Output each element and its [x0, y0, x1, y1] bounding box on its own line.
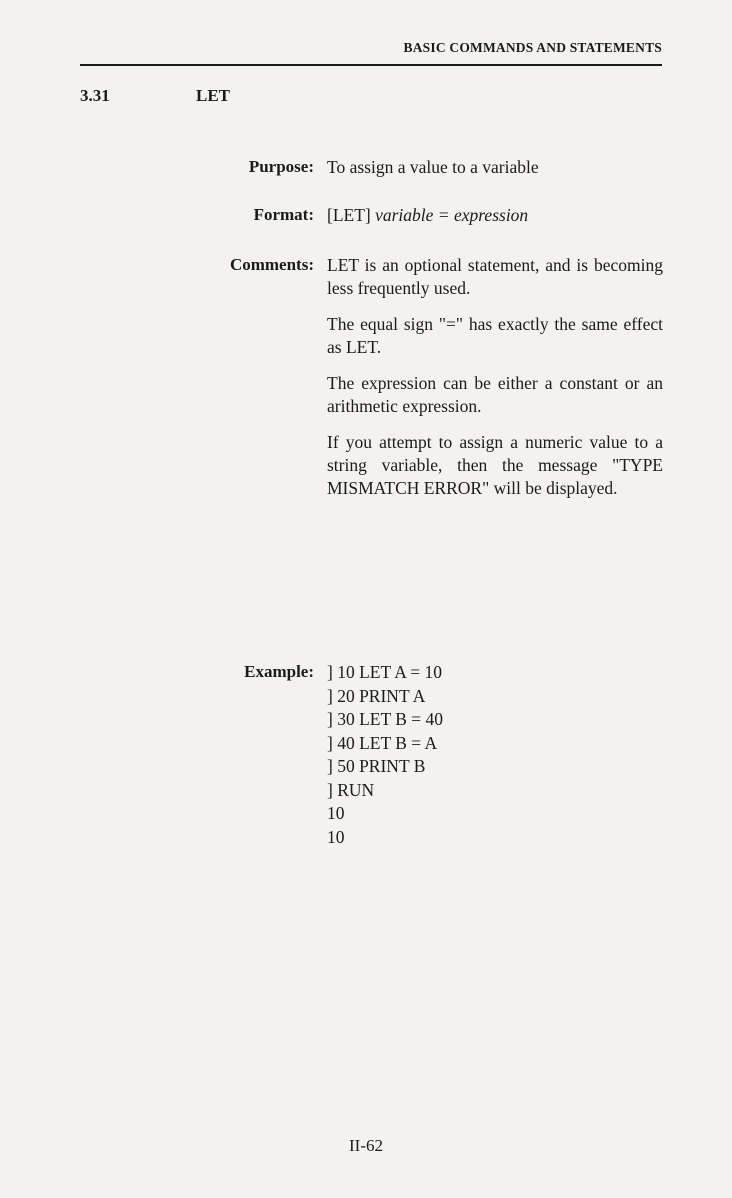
header-rule: [80, 64, 662, 66]
example-code: [327, 661, 663, 849]
code-line: ] 50 PRINT B: [327, 756, 426, 776]
format-label: Format:: [253, 205, 314, 224]
section-title: LET: [196, 86, 231, 105]
format-syntax: variable = expression: [375, 205, 529, 225]
comment-paragraph: LET is an optional statement, and is becoming less frequently used.: [327, 255, 663, 298]
code-line: ] 30 LET B = 40: [327, 709, 443, 729]
comments-body: [327, 254, 663, 513]
format-text: [327, 204, 663, 227]
code-output-line: 10: [327, 803, 345, 823]
code-line: ] 40 LET B = A: [327, 732, 438, 753]
code-line: ] 20 PRINT A: [327, 685, 426, 706]
code-output-line: 10: [327, 826, 345, 847]
comment-paragraph: If you attempt to assign a numeric value to a string variable, then the message "TYPE MISMATCH ERROR" will be displayed.: [327, 432, 663, 498]
example-label: Example:: [244, 662, 314, 681]
comment-paragraph: The equal sign "=" has exactly the same effect as LET.: [327, 314, 663, 357]
code-line: ] 10 LET A = 10: [327, 662, 443, 682]
code-line: ] RUN: [327, 779, 375, 800]
comments-label: Comments:: [229, 255, 314, 274]
running-head: BASIC COMMANDS AND STATEMENTS: [403, 40, 662, 55]
format-prefix: [LET]: [327, 205, 371, 225]
comment-paragraph: The expression can be either a constant or an arithmetic expression.: [327, 373, 663, 416]
section-number: 3.31: [80, 86, 110, 105]
purpose-label: Purpose:: [248, 157, 314, 176]
purpose-text: To assign a value to a variable: [327, 157, 539, 177]
page-number: II-62: [349, 1136, 383, 1155]
